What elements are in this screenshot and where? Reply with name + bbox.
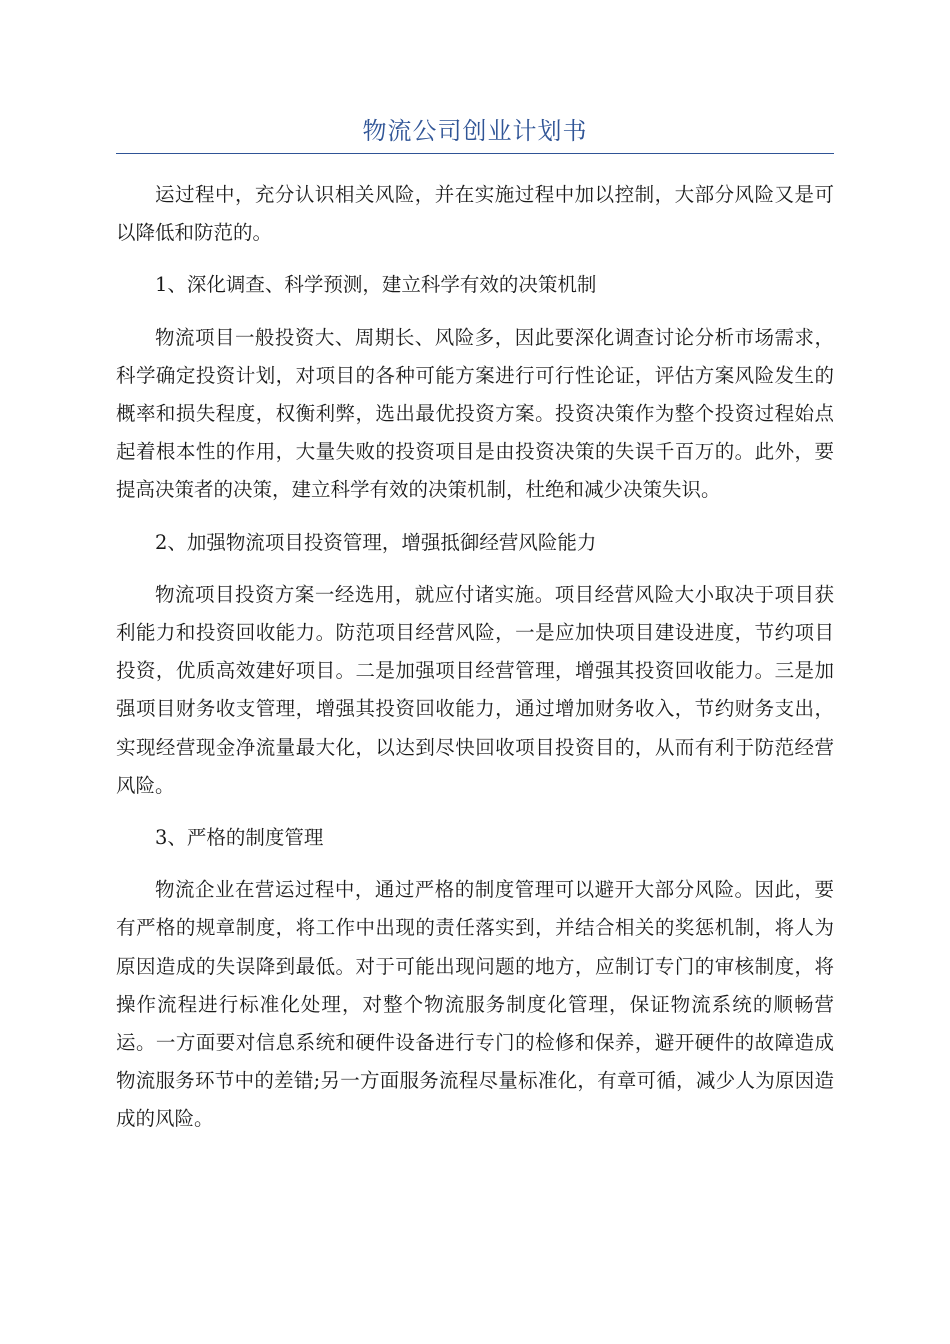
section-heading-2: 2、加强物流项目投资管理，增强抵御经营风险能力 (155, 530, 597, 554)
page-title: 物流公司创业计划书 (362, 117, 588, 145)
header-divider (116, 153, 834, 154)
paragraph-section-2: 物流项目投资方案一经选用，就应付诸实施。项目经营风险大小取决于项目获利能力和投资回收能力。防范项目经营风险，一是应加快项目建设进度，节约项目投资，优质高效建好项目。二是加强项目经营管理，增强其投资回收能力。三是加强项目财务收支管理，增强其投资回收能力，通过增加财务收入，节约财务支出，实现经营现金净流量最大化，以达到尽快回收项目投资目的，从而有利于防范经营风险。 (116, 582, 834, 797)
paragraph-section-3: 物流企业在营运过程中，通过严格的制度管理可以避开大部分风险。因此，要有严格的规章制度，将工作中出现的责任落实到，并结合相关的奖惩机制，将人为原因造成的失误降到最低。对于可能出现问题的地方，应制订专门的审核制度，将操作流程进行标准化处理，对整个物流服务制度化管理，保证物流系统的顺畅营运。一方面要对信息系统和硬件设备进行专门的检修和保养，避开硬件的故障造成物流服务环节中的差错;另一方面服务流程尽量标准化，有章可循，减少人为原因造成的风险。 (116, 878, 834, 1131)
section-heading-1: 1、深化调查、科学预测，建立科学有效的决策机制 (155, 273, 597, 297)
paragraph-section-1: 物流项目一般投资大、周期长、风险多，因此要深化调查讨论分析市场需求，科学确定投资计划，对项目的各种可能方案进行可行性论证，评估方案风险发生的概率和损失程度，权衡利弊，选出最优投资方案。投资决策作为整个投资过程始点起着根本性的作用，大量失败的投资项目是由投资决策的失误千百万的。此外，要提高决策者的决策，建立科学有效的决策机制，杜绝和减少决策失识。 (116, 325, 834, 502)
section-heading-3: 3、严格的制度管理 (155, 826, 324, 850)
paragraph-intro: 运过程中，充分认识相关风险，并在实施过程中加以控制，大部分风险又是可以降低和防范的。 (116, 183, 834, 245)
document-body (116, 176, 834, 1153)
